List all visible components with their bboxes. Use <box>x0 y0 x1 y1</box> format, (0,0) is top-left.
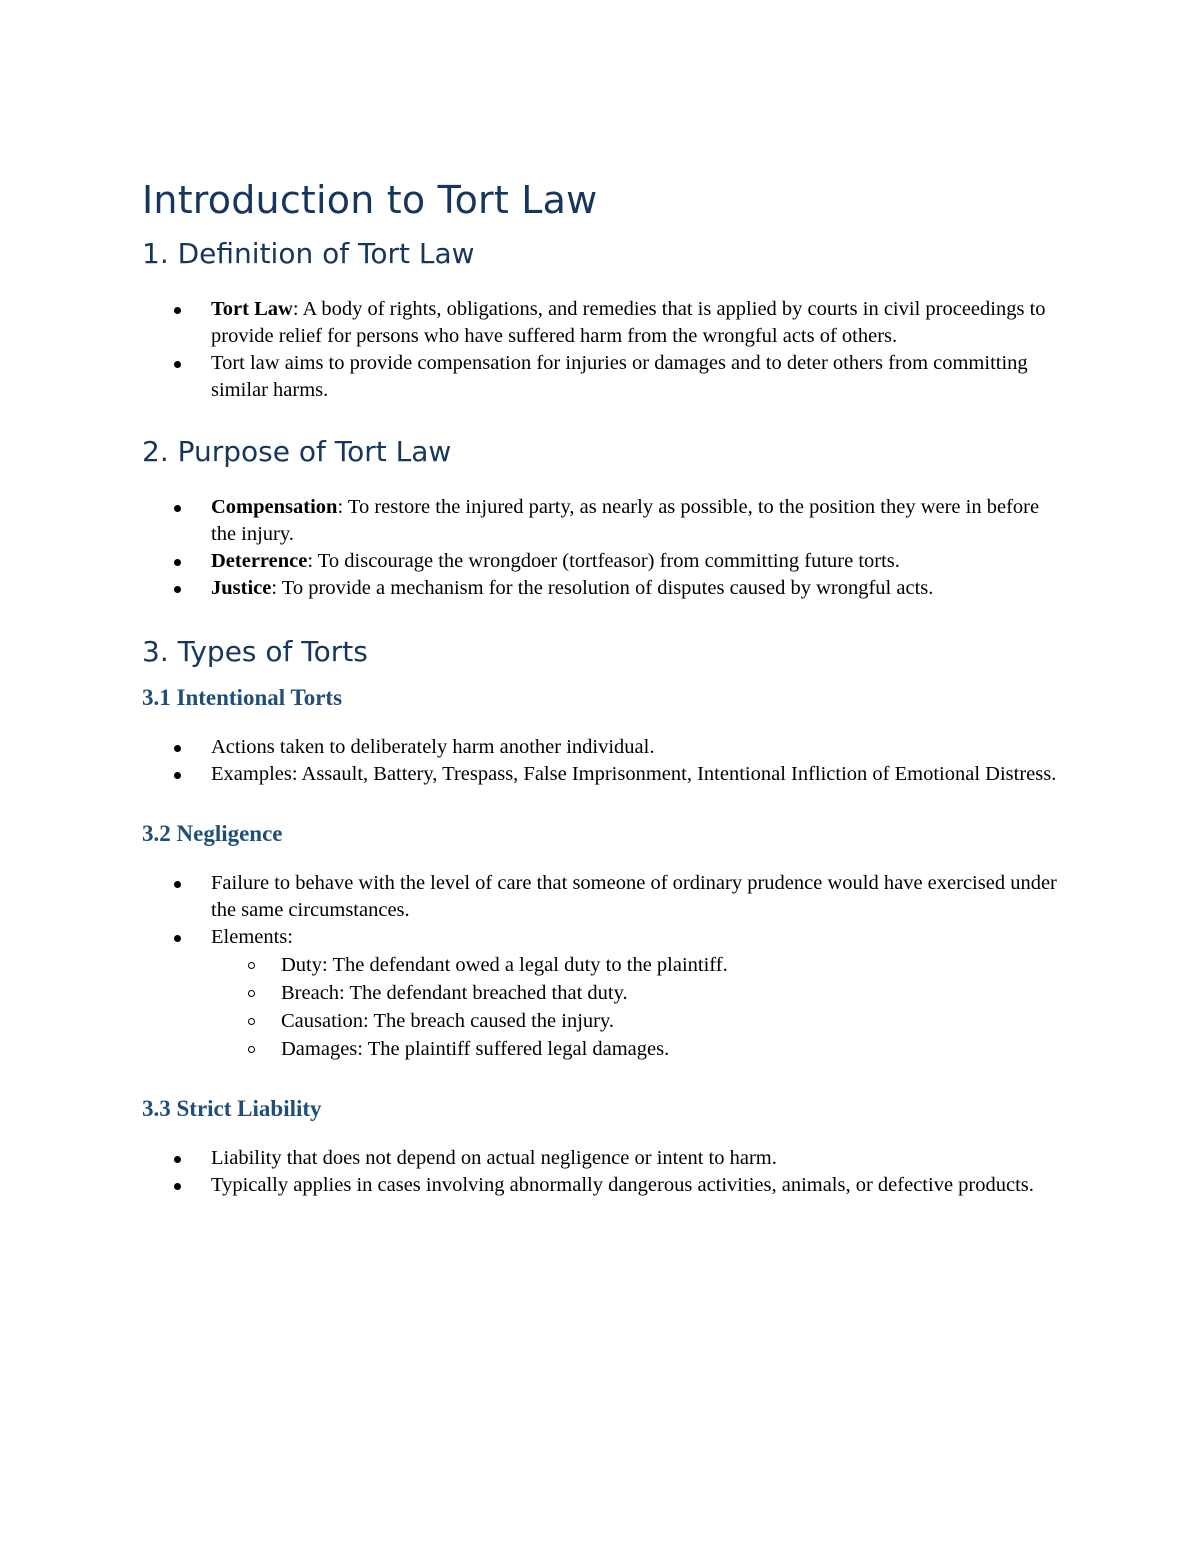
section-purpose <box>142 432 1062 602</box>
list-item <box>142 734 1062 761</box>
item-text: Typically applies in cases involving abnormally dangerous activities, animals, or defective products. <box>211 1174 1034 1196</box>
bullet-icon <box>174 1156 181 1163</box>
bullet-icon <box>174 361 181 368</box>
term-label: Justice <box>211 577 272 599</box>
item-text: Liability that does not depend on actual negligence or intent to harm. <box>211 1147 777 1169</box>
list-item <box>142 296 1062 350</box>
list-item <box>142 494 1062 548</box>
sub-list-item <box>211 1035 1062 1063</box>
list-item <box>142 548 1062 575</box>
item-text: : To discourage the wrongdoer (tortfeasor) from committing future torts. <box>307 550 900 572</box>
section-types <box>142 632 1062 1199</box>
list-item <box>142 924 1062 1063</box>
circle-bullet-icon <box>248 1018 255 1025</box>
list-item <box>142 350 1062 404</box>
bullet-icon <box>174 505 181 512</box>
section-definition <box>142 234 1062 404</box>
subsection-intentional <box>142 682 1062 788</box>
term-label: Compensation <box>211 496 338 518</box>
bullet-icon <box>174 935 181 942</box>
list-item <box>142 1145 1062 1172</box>
item-text: Failure to behave with the level of care that someone of ordinary prudence would have exercised under the same circumstances. <box>211 872 1057 921</box>
strict-list <box>142 1145 1062 1199</box>
bullet-icon <box>174 586 181 593</box>
definition-list <box>142 296 1062 404</box>
subsection-heading-intentional: 3.1 Intentional Torts <box>142 685 343 710</box>
sub-list-item <box>211 979 1062 1007</box>
subsection-heading-negligence: 3.2 Negligence <box>142 821 283 846</box>
bullet-icon <box>174 559 181 566</box>
item-text: : To provide a mechanism for the resolution of disputes caused by wrongful acts. <box>271 577 934 599</box>
intentional-list <box>142 734 1062 788</box>
elements-list <box>211 951 1062 1063</box>
document-content <box>142 174 1062 1229</box>
term-label: Deterrence <box>211 550 308 572</box>
item-text: : To restore the injured party, as nearly as possible, to the position they were in before the injury. <box>211 496 1040 545</box>
item-text: Duty: The defendant owed a legal duty to the plaintiff. <box>281 954 728 976</box>
section-heading-types: 3. Types of Torts <box>142 635 368 668</box>
item-text: Damages: The plaintiff suffered legal damages. <box>281 1038 670 1060</box>
section-heading-purpose: 2. Purpose of Tort Law <box>142 435 452 468</box>
list-item <box>142 575 1062 602</box>
list-item <box>142 1172 1062 1199</box>
bullet-icon <box>174 307 181 314</box>
circle-bullet-icon <box>248 1046 255 1053</box>
bullet-icon <box>174 1183 181 1190</box>
item-text: Causation: The breach caused the injury. <box>281 1010 615 1032</box>
item-text: Elements: <box>211 926 293 948</box>
list-item <box>142 870 1062 924</box>
term-label: Tort Law <box>211 298 293 320</box>
item-text: : A body of rights, obligations, and remedies that is applied by courts in civil proceedings to provide relief for persons who have suffered harm from the wrongful acts of others. <box>211 298 1046 347</box>
circle-bullet-icon <box>248 990 255 997</box>
circle-bullet-icon <box>248 962 255 969</box>
subsection-negligence <box>142 818 1062 1063</box>
item-text: Breach: The defendant breached that duty. <box>281 982 628 1004</box>
bullet-icon <box>174 772 181 779</box>
list-item <box>142 761 1062 788</box>
negligence-list <box>142 870 1062 1063</box>
bullet-icon <box>174 881 181 888</box>
section-heading-definition: 1. Definition of Tort Law <box>142 237 475 270</box>
sub-list-item <box>211 951 1062 979</box>
subsection-heading-strict: 3.3 Strict Liability <box>142 1096 322 1121</box>
sub-list-item <box>211 1007 1062 1035</box>
item-text: Examples: Assault, Battery, Trespass, False Imprisonment, Intentional Infliction of Emotional Distress. <box>211 763 1057 785</box>
subsection-strict-liability <box>142 1093 1062 1199</box>
document-title: Introduction to Tort Law <box>142 178 598 222</box>
purpose-list <box>142 494 1062 602</box>
bullet-icon <box>174 745 181 752</box>
item-text: Actions taken to deliberately harm another individual. <box>211 736 655 758</box>
item-text: Tort law aims to provide compensation for injuries or damages and to deter others from committing similar harms. <box>211 352 1028 401</box>
